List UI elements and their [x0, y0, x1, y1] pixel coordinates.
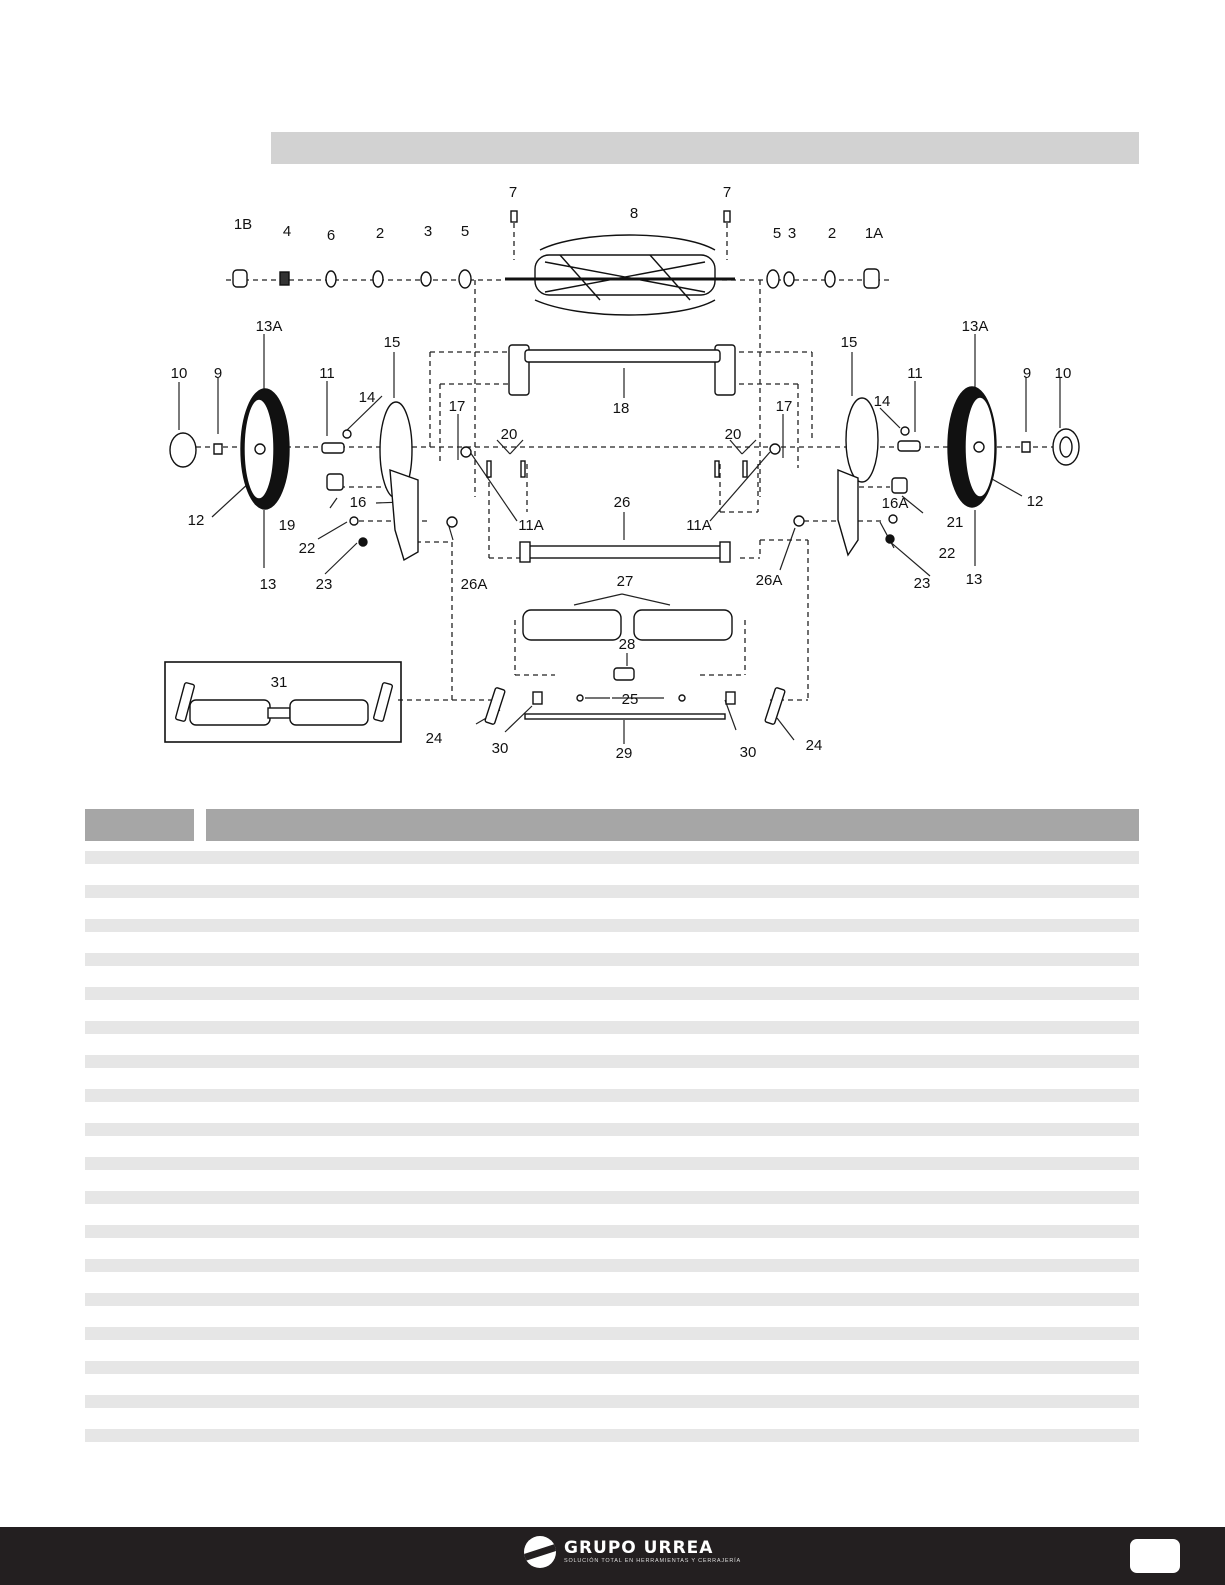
callout-7: 7 [508, 184, 518, 201]
callout-5: 5 [772, 225, 782, 242]
callout-8: 8 [629, 205, 639, 222]
callout-27: 27 [616, 573, 634, 590]
callout-1A: 1A [864, 225, 884, 242]
table-row [85, 851, 1139, 885]
callout-13A: 13A [255, 318, 283, 335]
callout-18: 18 [612, 400, 630, 417]
callout-23: 23 [315, 576, 333, 593]
callout-22: 22 [298, 540, 316, 557]
callout-16A: 16A [881, 495, 909, 512]
callout-2: 2 [827, 225, 837, 242]
callout-13: 13 [965, 571, 983, 588]
callout-5: 5 [460, 223, 470, 240]
callout-21: 21 [946, 514, 964, 531]
callout-11: 11 [907, 365, 923, 382]
callout-15: 15 [383, 334, 401, 351]
callout-9: 9 [1022, 365, 1032, 382]
callout-30: 30 [739, 744, 757, 761]
callout-11A: 11A [518, 517, 544, 534]
callout-13: 13 [259, 576, 277, 593]
table-row [85, 987, 1139, 1021]
logo-tagline: SOLUCIÓN TOTAL EN HERRAMIENTAS Y CERRAJERÍA [564, 1558, 741, 1564]
callout-3: 3 [787, 225, 797, 242]
callout-29: 29 [615, 745, 633, 762]
callout-14: 14 [873, 393, 891, 410]
callout-12: 12 [187, 512, 205, 529]
callout-2: 2 [375, 225, 385, 242]
callout-12: 12 [1026, 493, 1044, 510]
callout-6: 6 [326, 227, 336, 244]
table-row [85, 1021, 1139, 1055]
callout-31: 31 [270, 674, 288, 691]
table-row [85, 1225, 1139, 1259]
table-header-description-column [206, 809, 1139, 841]
table-row [85, 1055, 1139, 1089]
callout-17: 17 [448, 398, 466, 415]
table-row [85, 1293, 1139, 1327]
callout-25: 25 [621, 691, 639, 708]
callout-28: 28 [618, 636, 636, 653]
callout-1B: 1B [233, 216, 253, 233]
callout-17: 17 [775, 398, 793, 415]
table-row [85, 1157, 1139, 1191]
logo-name: GRUPO URREA [564, 1538, 714, 1558]
callout-10: 10 [170, 365, 188, 382]
table-row [85, 1089, 1139, 1123]
callout-20: 20 [500, 426, 518, 443]
callout-19: 19 [278, 517, 296, 534]
callout-13A: 13A [961, 318, 989, 335]
table-row [85, 885, 1139, 919]
callout-9: 9 [213, 365, 223, 382]
table-row [85, 1123, 1139, 1157]
table-row [85, 1327, 1139, 1361]
callout-30: 30 [491, 740, 509, 757]
table-row [85, 1429, 1139, 1463]
table-row [85, 953, 1139, 987]
callout-11: 11 [319, 365, 335, 382]
urrea-logo [524, 1536, 741, 1568]
callout-24: 24 [425, 730, 443, 747]
callout-26A: 26A [755, 572, 783, 589]
parts-table-body [85, 851, 1139, 1463]
callout-10: 10 [1054, 365, 1072, 382]
callout-7: 7 [722, 184, 732, 201]
table-row [85, 1191, 1139, 1225]
callout-24: 24 [805, 737, 823, 754]
callout-23: 23 [913, 575, 931, 592]
callout-26A: 26A [460, 576, 488, 593]
callout-22: 22 [938, 545, 956, 562]
callout-26: 26 [613, 494, 631, 511]
table-row [85, 1361, 1139, 1395]
table-row [85, 919, 1139, 953]
callout-20: 20 [724, 426, 742, 443]
exploded-parts-diagram [0, 0, 1225, 790]
callout-16: 16 [349, 494, 367, 511]
table-row [85, 1259, 1139, 1293]
callout-14: 14 [358, 389, 376, 406]
page-number-box [1130, 1539, 1180, 1573]
table-row [85, 1395, 1139, 1429]
callout-11A: 11A [686, 517, 712, 534]
urrea-swoosh-icon [524, 1536, 556, 1568]
callout-15: 15 [840, 334, 858, 351]
callout-4: 4 [282, 223, 292, 240]
callout-3: 3 [423, 223, 433, 240]
table-header-number-column [85, 809, 194, 841]
